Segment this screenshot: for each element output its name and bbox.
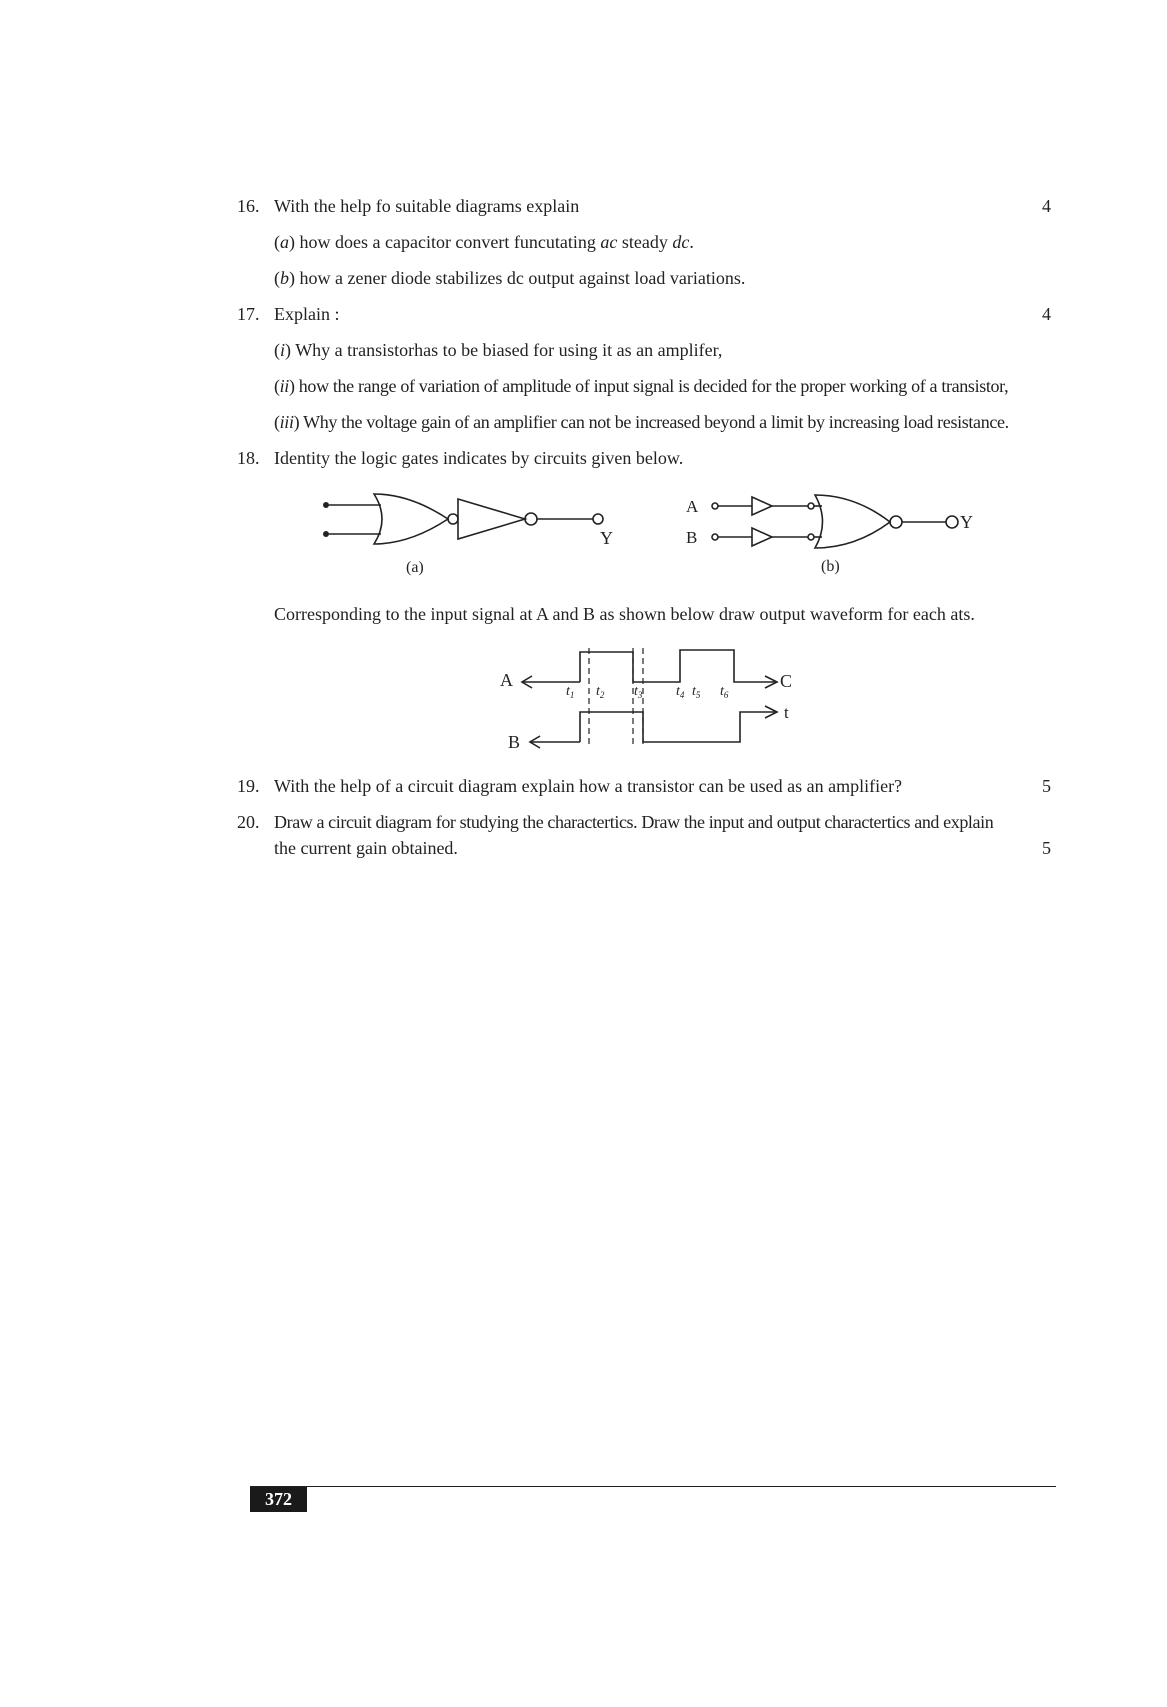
part-text: Why a transistorhas to be biased for using it as an amplifer, <box>295 340 723 360</box>
input-dot-1 <box>323 502 329 508</box>
junction-b <box>808 534 814 540</box>
time-label-2: $t_2$ <box>596 684 605 700</box>
q18-follow-up: Corresponding to the input signal at A and B as shown below draw output waveform for each ats. <box>274 604 975 624</box>
buffer-gate-b <box>752 528 772 546</box>
marks: 5 <box>1042 838 1051 858</box>
part-text: how the range of variation of amplitude of input signal is decided for the proper working of a transistor, <box>298 376 1009 396</box>
nor-bubble <box>448 514 458 524</box>
question-number: 16. <box>237 196 260 216</box>
question-text-line-2: the current gain obtained. <box>274 838 458 858</box>
logic-gates-figure <box>310 482 990 582</box>
time-label-1: $t_1$ <box>566 684 575 700</box>
part-text: Why the voltage gain of an amplifier can not be increased beyond a limit by increasing load resistance. <box>303 412 1009 432</box>
footer-rule <box>250 1486 1056 1487</box>
gate-b-caption: (b) <box>821 558 840 575</box>
part-text-em: dc <box>672 232 690 252</box>
time-label-5: $t_5$ <box>692 684 701 700</box>
part-label: i <box>280 340 286 360</box>
time-label-3: $t_3$ <box>634 684 643 700</box>
waveform-figure <box>490 638 820 758</box>
question-20 <box>237 810 1057 862</box>
gate-b-input-label-b: B <box>686 528 698 547</box>
question-text: Explain : <box>274 304 340 324</box>
question-text: With the help fo suitable diagrams explain <box>274 196 580 216</box>
gate-b-output-label: Y <box>960 512 973 532</box>
label-b: B <box>508 732 521 752</box>
q16-part-a: (a) how does a capacitor convert funcutating ac steady dc. <box>274 232 694 252</box>
q16-part-b: (b) how a zener diode stabilizes dc output against load variations. <box>274 268 746 288</box>
page-number: 372 <box>250 1487 307 1512</box>
q17-part-iii: (iii) Why the voltage gain of an amplifier can not be increased beyond a limit by increasing load resistance. <box>274 412 1009 432</box>
time-label-6: $t_6$ <box>720 684 729 700</box>
input-terminal-a <box>712 503 718 509</box>
junction-a <box>808 503 814 509</box>
marks: 4 <box>1042 304 1051 324</box>
part-label: b <box>280 268 289 288</box>
buffer-gate-a <box>752 497 772 515</box>
part-text: steady <box>617 232 673 252</box>
marks: 5 <box>1042 776 1051 796</box>
question-number: 17. <box>237 304 260 324</box>
question-text-line-1: Draw a circuit diagram for studying the charactertics. Draw the input and output charactertics and explain <box>274 812 994 832</box>
part-label: a <box>280 232 289 252</box>
part-text: . <box>689 232 694 252</box>
question-number: 19. <box>237 776 260 796</box>
question-text: With the help of a circuit diagram explain how a transistor can be used as an amplifier? <box>274 776 903 796</box>
part-text: how a zener diode stabilizes dc output against load variations. <box>299 268 746 288</box>
gate-a-output-label: Y <box>600 528 613 548</box>
part-label: ii <box>279 376 289 396</box>
time-label-4: $t_4$ <box>676 684 685 700</box>
nor-bubble-b <box>890 516 902 528</box>
question-number: 20. <box>237 812 260 832</box>
or-gate-symbol <box>374 494 448 544</box>
part-text: how does a capacitor convert funcutating <box>299 232 601 252</box>
output-terminal <box>593 514 603 524</box>
waveform-a <box>580 650 775 682</box>
input-terminal-b <box>712 534 718 540</box>
q17-part-ii: (ii) how the range of variation of amplitude of input signal is decided for the proper working of a transistor, <box>274 376 1009 396</box>
part-text-em: ac <box>600 232 618 252</box>
label-t: t <box>784 703 789 722</box>
label-c: C <box>780 671 793 691</box>
question-number: 18. <box>237 448 260 468</box>
not-gate-symbol <box>458 499 525 539</box>
marks: 4 <box>1042 196 1051 216</box>
question-text: Identity the logic gates indicates by circuits given below. <box>274 448 684 468</box>
q17-part-i: (i) Why a transistorhas to be biased for using it as an amplifer, <box>274 340 723 360</box>
waveform-b <box>580 712 775 742</box>
gate-b-input-label-a: A <box>686 497 699 516</box>
gate-a-caption: (a) <box>406 559 424 576</box>
input-dot-2 <box>323 531 329 537</box>
part-label: iii <box>279 412 294 432</box>
nor-gate-symbol <box>815 495 890 548</box>
label-a: A <box>500 670 513 690</box>
output-terminal-b <box>946 516 958 528</box>
